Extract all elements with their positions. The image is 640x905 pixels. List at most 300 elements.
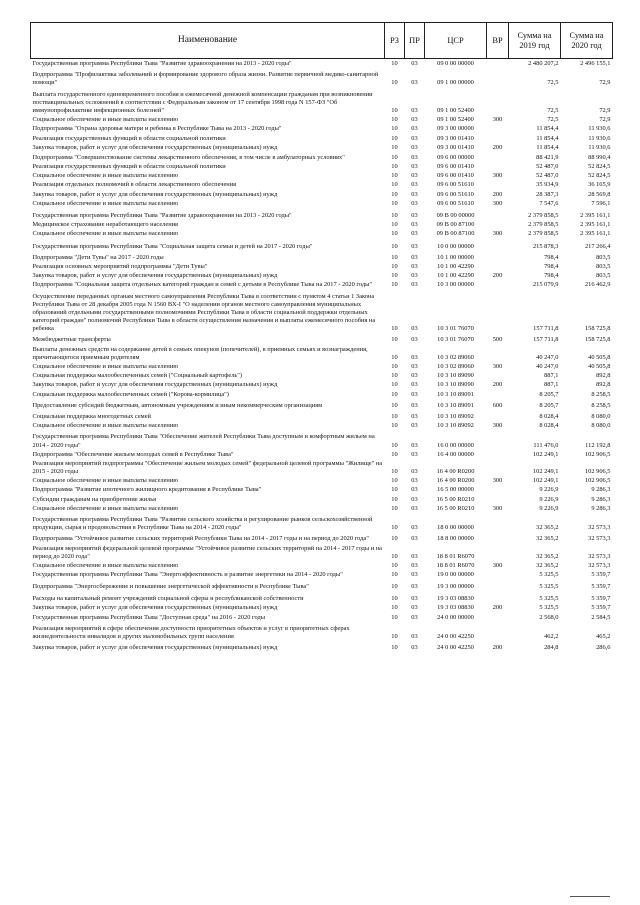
row-pr: 03 bbox=[411, 230, 418, 238]
row-vr: 300 bbox=[492, 116, 503, 124]
row-rz: 10 bbox=[391, 450, 398, 458]
row-csr: 18 8 00 00000 bbox=[437, 535, 474, 543]
row-sum-2019: 462,2 bbox=[544, 633, 559, 641]
row-sum-2019: 2 568,0 bbox=[539, 613, 559, 621]
row-csr: 09 3 00 01410 bbox=[437, 143, 474, 151]
row-pr: 03 bbox=[411, 381, 418, 389]
row-vr: 300 bbox=[492, 561, 503, 569]
row-csr: 24 0 00 42250 bbox=[437, 644, 474, 652]
row-sum-2020: 158 725,8 bbox=[584, 336, 611, 344]
row-sum-2019: 32 365,2 bbox=[536, 524, 559, 532]
row-pr: 03 bbox=[411, 181, 418, 189]
row-rz: 10 bbox=[391, 486, 398, 494]
table-row bbox=[31, 208, 613, 220]
row-sum-2019: 32 365,2 bbox=[536, 561, 559, 569]
row-rz: 10 bbox=[391, 477, 398, 485]
row-csr: 09 6 00 01410 bbox=[437, 163, 474, 171]
row-pr: 03 bbox=[411, 495, 418, 503]
row-vr bbox=[487, 532, 509, 543]
row-vr bbox=[487, 220, 509, 229]
row-sum-2020: 5 359,7 bbox=[591, 603, 611, 611]
row-sum-2019: 8 205,7 bbox=[539, 390, 559, 398]
row-name: Подпрограмма "Социальная защита отдельных категорий граждан и семей с детьми в Республике Тыва на 2017 - 2020 годы" bbox=[32, 281, 373, 289]
row-pr: 03 bbox=[411, 603, 418, 611]
row-sum-2019: 2 379 858,5 bbox=[528, 221, 559, 229]
header-name: Наименование bbox=[31, 23, 385, 59]
table-row bbox=[31, 162, 613, 171]
row-name: Социальное обеспечение и иные выплаты населению bbox=[32, 561, 179, 569]
row-sum-2020: 32 573,3 bbox=[588, 535, 611, 543]
row-name: Государственная программа Республики Тыва "Развитие сельского хозяйства и регулирование рынков сельскохозяйственной продукции, сырья и продовольствия в Республике Тыва на 2014 - 2020 годы" bbox=[32, 516, 373, 532]
row-pr: 03 bbox=[411, 143, 418, 151]
row-pr: 03 bbox=[411, 401, 418, 409]
row-sum-2020: 28 569,8 bbox=[588, 190, 611, 198]
row-rz: 10 bbox=[391, 401, 398, 409]
table-row bbox=[31, 570, 613, 579]
row-sum-2019: 8 028,4 bbox=[539, 412, 559, 420]
row-name: Выплата государственного единовременного пособия и ежемесячной денежной компенсации гражданам при возникновении поствакцинальных осложнений в соответствии с Федеральным законом от 17 сентября 1998 года N 157-ФЗ "Об иммунопрофилактике инфекционных болезней" bbox=[32, 90, 373, 114]
row-name: Выплаты денежных средств на содержание детей в семьях опекунов (попечителей), в приемных семьях и вознаграждения, причитающегося приемным родителям bbox=[32, 345, 368, 361]
row-rz: 10 bbox=[391, 242, 398, 250]
row-rz: 10 bbox=[391, 552, 398, 560]
row-pr: 03 bbox=[411, 535, 418, 543]
row-sum-2020: 8 258,5 bbox=[591, 390, 611, 398]
row-rz: 10 bbox=[391, 441, 398, 449]
row-rz: 10 bbox=[391, 633, 398, 641]
table-row bbox=[31, 504, 613, 513]
row-pr: 03 bbox=[411, 583, 418, 591]
row-sum-2020: 72,9 bbox=[599, 79, 611, 87]
row-vr bbox=[487, 59, 509, 69]
row-sum-2020: 803,5 bbox=[596, 253, 611, 261]
row-pr: 03 bbox=[411, 524, 418, 532]
row-csr: 10 3 10 89091 bbox=[437, 401, 474, 409]
table-row bbox=[31, 239, 613, 251]
row-csr: 10 3 10 89092 bbox=[437, 412, 474, 420]
row-csr: 09 0 00 00000 bbox=[437, 60, 474, 67]
table-row bbox=[31, 59, 613, 69]
row-sum-2019: 40 247,0 bbox=[536, 363, 559, 370]
row-sum-2019: 111 476,0 bbox=[533, 441, 559, 449]
row-sum-2019: 40 247,0 bbox=[536, 353, 559, 361]
row-sum-2020: 5 359,7 bbox=[591, 571, 611, 579]
row-pr: 03 bbox=[411, 134, 418, 142]
row-pr: 03 bbox=[411, 153, 418, 161]
table-row bbox=[31, 271, 613, 280]
table-row bbox=[31, 190, 613, 199]
table-row bbox=[31, 561, 613, 570]
row-csr: 18 0 00 00000 bbox=[437, 524, 474, 532]
row-rz: 10 bbox=[391, 281, 398, 289]
row-rz: 10 bbox=[391, 495, 398, 503]
row-sum-2019: 102 249,1 bbox=[532, 468, 559, 476]
row-name: Подпрограмма "Дети Тувы" на 2017 - 2020 годы bbox=[32, 253, 164, 261]
row-name: Реализация государственных функций в области социальной политики bbox=[32, 163, 226, 171]
table-row bbox=[31, 532, 613, 543]
row-name: Социальное обеспечение и иные выплаты населению bbox=[32, 116, 179, 124]
row-sum-2020: 2 584,5 bbox=[591, 613, 611, 621]
row-sum-2019: 9 226,9 bbox=[539, 495, 559, 503]
row-name: Реализация государственных функций в области социальной политики bbox=[32, 134, 226, 142]
row-sum-2020: 803,5 bbox=[596, 262, 611, 270]
row-rz: 10 bbox=[391, 253, 398, 261]
row-csr: 09 6 00 51610 bbox=[437, 190, 474, 198]
row-rz: 10 bbox=[391, 381, 398, 389]
row-rz: 10 bbox=[391, 613, 398, 621]
row-rz: 10 bbox=[391, 230, 398, 238]
row-vr: 200 bbox=[492, 143, 503, 151]
row-csr: 09 В 00 87100 bbox=[436, 230, 475, 238]
row-sum-2019: 284,8 bbox=[544, 644, 559, 652]
row-sum-2019: 52 487,0 bbox=[536, 163, 559, 171]
row-pr: 03 bbox=[411, 613, 418, 621]
table-row bbox=[31, 362, 613, 371]
row-sum-2020: 9 286,3 bbox=[591, 486, 611, 494]
row-csr: 16 5 00 00000 bbox=[437, 486, 474, 494]
row-rz: 10 bbox=[391, 116, 398, 124]
row-rz: 10 bbox=[391, 325, 398, 333]
row-name: Социальная поддержка малообеспеченных семей ("Корова-кормилица") bbox=[32, 390, 229, 398]
row-csr: 09 6 00 01410 bbox=[437, 172, 474, 180]
row-name: Реализация мероприятий в сфере обеспечения доступности приоритетных объектов и услуг в приоритетных сферах жизнедеятельности инвалидов и других маломобильных групп населения bbox=[32, 625, 350, 641]
row-rz: 10 bbox=[391, 603, 398, 611]
row-sum-2020: 52 824,5 bbox=[588, 163, 611, 171]
table-row bbox=[31, 612, 613, 622]
row-rz: 10 bbox=[391, 412, 398, 420]
row-pr: 03 bbox=[411, 163, 418, 171]
row-csr: 09 В 00 87100 bbox=[436, 221, 475, 229]
row-sum-2020: 2 496 155,1 bbox=[580, 60, 611, 67]
row-sum-2020: 2 395 161,1 bbox=[580, 221, 611, 229]
row-pr: 03 bbox=[411, 633, 418, 641]
row-rz: 10 bbox=[391, 353, 398, 361]
row-sum-2020: 72,9 bbox=[599, 116, 611, 124]
row-name: Государственная программа Республики Тыва "Социальная защита семьи и детей на 2017 - 2020 годы" bbox=[32, 242, 313, 250]
header-pr: ПР bbox=[405, 23, 425, 59]
row-csr: 10 3 02 89060 bbox=[437, 363, 474, 370]
row-rz: 10 bbox=[391, 535, 398, 543]
row-vr bbox=[487, 570, 509, 579]
row-csr: 10 3 00 00000 bbox=[437, 281, 474, 289]
row-pr: 03 bbox=[411, 441, 418, 449]
row-sum-2020: 5 359,7 bbox=[591, 594, 611, 602]
row-vr bbox=[487, 622, 509, 641]
row-vr bbox=[487, 134, 509, 143]
row-vr: 200 bbox=[492, 381, 503, 389]
table-row bbox=[31, 476, 613, 485]
row-vr: 300 bbox=[492, 199, 503, 207]
row-vr bbox=[487, 485, 509, 494]
row-vr: 300 bbox=[492, 422, 503, 430]
row-rz: 10 bbox=[391, 153, 398, 161]
row-vr: 300 bbox=[492, 230, 503, 238]
row-sum-2020: 72,9 bbox=[599, 106, 611, 114]
budget-table-page bbox=[30, 22, 612, 653]
table-row bbox=[31, 290, 613, 334]
row-sum-2019: 798,4 bbox=[544, 272, 559, 280]
row-sum-2020: 32 573,3 bbox=[588, 561, 611, 569]
row-pr: 03 bbox=[411, 644, 418, 652]
row-sum-2020: 2 395 161,1 bbox=[580, 230, 611, 238]
row-sum-2019: 88 421,9 bbox=[536, 153, 559, 161]
row-csr: 19 0 00 00000 bbox=[437, 571, 474, 579]
row-name: Социальное обеспечение и иные выплаты населению bbox=[32, 230, 179, 238]
row-name: Подпрограмма "Охрана здоровья матери и ребенка в Республике Тыва на 2013 - 2020 годы" bbox=[32, 125, 282, 133]
table-row bbox=[31, 180, 613, 189]
row-sum-2020: 11 930,6 bbox=[588, 134, 611, 142]
row-rz: 10 bbox=[391, 583, 398, 591]
row-sum-2020: 5 359,7 bbox=[591, 583, 611, 591]
row-name: Подпрограмма "Устойчивое развитие сельских территорий Республики Тыва на 2014 - 2017 годы и на период до 2020 года" bbox=[32, 535, 369, 543]
row-rz: 10 bbox=[391, 172, 398, 180]
row-sum-2020: 11 930,6 bbox=[588, 143, 611, 151]
row-name: Межбюджетные трансферты bbox=[32, 336, 111, 344]
row-pr: 03 bbox=[411, 172, 418, 180]
row-rz: 10 bbox=[391, 468, 398, 476]
row-csr: 10 3 10 89092 bbox=[437, 422, 474, 430]
row-sum-2019: 72,5 bbox=[547, 116, 559, 124]
row-vr: 200 bbox=[492, 190, 503, 198]
row-vr bbox=[487, 592, 509, 603]
row-sum-2020: 892,8 bbox=[596, 372, 611, 380]
row-name: Предоставление субсидий бюджетным, автономным учреждениям и иным некоммерческим организациям bbox=[32, 401, 323, 409]
row-csr: 09 1 00 00000 bbox=[437, 79, 474, 87]
table-row bbox=[31, 280, 613, 289]
row-pr: 03 bbox=[411, 486, 418, 494]
row-vr bbox=[487, 513, 509, 532]
row-sum-2019: 11 854,4 bbox=[536, 134, 559, 142]
row-vr: 300 bbox=[492, 504, 503, 512]
row-vr bbox=[487, 162, 509, 171]
row-pr: 03 bbox=[411, 199, 418, 207]
row-sum-2019: 798,4 bbox=[544, 253, 559, 261]
row-vr: 500 bbox=[492, 336, 503, 344]
row-sum-2019: 28 387,3 bbox=[536, 190, 559, 198]
row-csr: 16 4 00 R0200 bbox=[436, 477, 475, 485]
table-row bbox=[31, 152, 613, 162]
budget-table bbox=[30, 22, 613, 653]
row-vr bbox=[487, 68, 509, 87]
row-vr: 300 bbox=[492, 477, 503, 485]
row-vr bbox=[487, 410, 509, 421]
table-row bbox=[31, 124, 613, 133]
row-sum-2019: 102 249,1 bbox=[532, 477, 559, 485]
row-name: Закупка товаров, работ и услуг для обеспечения государственных (муниципальных) нужд bbox=[32, 272, 278, 280]
row-csr: 16 0 00 00000 bbox=[437, 441, 474, 449]
row-name: Субсидии гражданам на приобретение жилья bbox=[32, 495, 157, 503]
row-sum-2020: 11 930,6 bbox=[588, 125, 611, 133]
row-sum-2019: 5 325,5 bbox=[539, 594, 559, 602]
row-pr: 03 bbox=[411, 468, 418, 476]
row-vr bbox=[487, 544, 509, 561]
row-vr bbox=[487, 345, 509, 362]
row-rz: 10 bbox=[391, 644, 398, 652]
table-row bbox=[31, 143, 613, 152]
row-name: Социальное обеспечение и иные выплаты населению bbox=[32, 504, 179, 512]
row-vr bbox=[487, 579, 509, 591]
row-name: Социальное обеспечение и иные выплаты населению bbox=[32, 477, 179, 485]
table-row bbox=[31, 592, 613, 603]
row-sum-2020: 36 165,9 bbox=[588, 181, 611, 189]
table-row bbox=[31, 229, 613, 238]
row-vr: 300 bbox=[492, 363, 503, 370]
row-sum-2020: 9 286,3 bbox=[591, 495, 611, 503]
row-rz: 10 bbox=[391, 181, 398, 189]
row-name: Закупка товаров, работ и услуг для обеспечения государственных (муниципальных) нужд bbox=[32, 603, 278, 611]
row-vr bbox=[487, 495, 509, 504]
table-row bbox=[31, 171, 613, 180]
row-sum-2019: 215 079,9 bbox=[532, 281, 559, 289]
row-sum-2020: 8 258,5 bbox=[591, 401, 611, 409]
row-pr: 03 bbox=[411, 190, 418, 198]
page-tail-line bbox=[570, 896, 610, 897]
row-vr bbox=[487, 459, 509, 476]
header-vr: ВР bbox=[487, 23, 509, 59]
row-name: Реализация мероприятий федеральной целевой программы "Устойчивое развитие сельских территорий на 2014 - 2017 годы и на период до 2020 года" bbox=[32, 544, 383, 560]
row-name: Закупка товаров, работ и услуг для обеспечения государственных (муниципальных) нужд bbox=[32, 190, 278, 198]
row-name: Закупка товаров, работ и услуг для обеспечения государственных (муниципальных) нужд bbox=[32, 381, 278, 389]
table-row bbox=[31, 380, 613, 389]
row-name: Социальное обеспечение и иные выплаты населению bbox=[32, 422, 179, 430]
row-sum-2019: 5 325,5 bbox=[539, 583, 559, 591]
row-name: Подпрограмма "Обеспечение жильем молодых семей в Республике Тыва" bbox=[32, 450, 234, 458]
row-pr: 03 bbox=[411, 281, 418, 289]
header-sum-2020: Сумма на 2020 год bbox=[561, 23, 613, 59]
row-vr bbox=[487, 152, 509, 162]
row-sum-2019: 7 547,6 bbox=[539, 199, 559, 207]
row-sum-2019: 5 325,5 bbox=[539, 571, 559, 579]
row-pr: 03 bbox=[411, 212, 418, 219]
row-pr: 03 bbox=[411, 552, 418, 560]
row-sum-2019: 887,1 bbox=[544, 372, 559, 380]
row-sum-2020: 217 266,4 bbox=[584, 242, 611, 250]
row-sum-2019: 32 365,2 bbox=[536, 535, 559, 543]
row-csr: 09 В 00 00000 bbox=[436, 212, 475, 219]
table-row bbox=[31, 513, 613, 532]
row-pr: 03 bbox=[411, 336, 418, 344]
row-sum-2019: 2 379 858,5 bbox=[528, 212, 559, 219]
row-rz: 10 bbox=[391, 390, 398, 398]
row-rz: 10 bbox=[391, 199, 398, 207]
row-rz: 10 bbox=[391, 134, 398, 142]
table-row bbox=[31, 88, 613, 116]
row-csr: 19 3 00 00000 bbox=[437, 583, 474, 591]
row-pr: 03 bbox=[411, 353, 418, 361]
header-sum-2019: Сумма на 2019 год bbox=[509, 23, 561, 59]
row-sum-2019: 2 480 207,2 bbox=[528, 60, 559, 67]
row-csr: 10 3 10 89090 bbox=[437, 372, 474, 380]
row-pr: 03 bbox=[411, 125, 418, 133]
table-row bbox=[31, 544, 613, 561]
row-sum-2020: 32 573,3 bbox=[588, 524, 611, 532]
row-csr: 10 1 00 00000 bbox=[437, 253, 474, 261]
header-csr: ЦСР bbox=[425, 23, 487, 59]
row-pr: 03 bbox=[411, 561, 418, 569]
row-name: Реализация мероприятий подпрограммы "Обеспечение жильем молодых семей" федеральной целевой программы "Жилище" на 2015 - 2020 годы bbox=[32, 459, 383, 476]
row-sum-2020: 158 725,8 bbox=[584, 325, 611, 333]
row-rz: 10 bbox=[391, 190, 398, 198]
row-sum-2019: 35 934,9 bbox=[536, 181, 559, 189]
row-sum-2020: 102 906,5 bbox=[584, 450, 611, 458]
row-sum-2019: 887,1 bbox=[544, 381, 559, 389]
row-rz: 10 bbox=[391, 363, 398, 370]
row-rz: 10 bbox=[391, 372, 398, 380]
row-sum-2019: 9 226,9 bbox=[539, 504, 559, 512]
table-row bbox=[31, 430, 613, 449]
row-pr: 03 bbox=[411, 116, 418, 124]
row-pr: 03 bbox=[411, 242, 418, 250]
row-rz: 10 bbox=[391, 106, 398, 114]
row-name: Социальное обеспечение и иные выплаты населению bbox=[32, 172, 179, 180]
header-rz: РЗ bbox=[385, 23, 405, 59]
row-name: Закупка товаров, работ и услуг для обеспечения государственных (муниципальных) нужд bbox=[32, 143, 278, 151]
row-name: Социальная поддержка малообеспеченных семей ("Социальный картофель") bbox=[32, 372, 243, 380]
row-sum-2020: 803,5 bbox=[596, 272, 611, 280]
row-csr: 16 5 00 R0210 bbox=[436, 504, 475, 512]
row-sum-2019: 215 878,3 bbox=[532, 242, 559, 250]
row-pr: 03 bbox=[411, 79, 418, 87]
row-rz: 10 bbox=[391, 262, 398, 270]
table-row bbox=[31, 622, 613, 641]
row-vr bbox=[487, 371, 509, 380]
row-csr: 09 3 00 01410 bbox=[437, 134, 474, 142]
table-body bbox=[31, 59, 613, 653]
row-name: Осуществление переданных органам местного самоуправления Республики Тыва в соответствии с пунктом 4 статьи 1 Закона Республики Тыва от 28 декабря 2005 года N 1560 ВХ-I "О наделении органов местного самоуправления муниципальных образований отдельными государственными полномочиями Республики Тыва в области социальной поддержки отдельных категорий граждан" полномочий Республики Тыва в области осуществления назначения и выплаты ежемесячного пособия на ребенка bbox=[32, 292, 376, 333]
table-row bbox=[31, 371, 613, 380]
row-sum-2020: 112 192,8 bbox=[585, 441, 611, 449]
row-sum-2019: 5 325,5 bbox=[539, 603, 559, 611]
row-sum-2019: 11 854,4 bbox=[536, 143, 559, 151]
row-pr: 03 bbox=[411, 571, 418, 579]
row-sum-2020: 40 505,8 bbox=[588, 353, 611, 361]
row-vr bbox=[487, 612, 509, 622]
row-name: Расходы на капитальный ремонт учреждений социальной сферы и республиканской собственности bbox=[32, 594, 304, 602]
row-sum-2020: 40 505,8 bbox=[588, 363, 611, 370]
table-row bbox=[31, 450, 613, 459]
row-name: Государственная программа Республики Тыва "Развитие здравоохранения на 2013 - 2020 годы" bbox=[32, 60, 292, 67]
row-rz: 10 bbox=[391, 594, 398, 602]
row-sum-2019: 102 249,1 bbox=[532, 450, 559, 458]
row-pr: 03 bbox=[411, 262, 418, 270]
row-sum-2020: 216 462,9 bbox=[584, 281, 611, 289]
row-vr: 600 bbox=[492, 401, 503, 409]
row-sum-2020: 8 080,0 bbox=[591, 412, 611, 420]
table-row bbox=[31, 333, 613, 344]
row-csr: 10 3 02 89060 bbox=[437, 353, 474, 361]
row-rz: 10 bbox=[391, 143, 398, 151]
row-name: Подпрограмма "Развитие ипотечного жилищного кредитования в Республике Тыва" bbox=[32, 486, 262, 494]
row-name: Закупка товаров, работ и услуг для обеспечения государственных (муниципальных) нужд bbox=[32, 644, 278, 652]
row-vr bbox=[487, 280, 509, 289]
table-row bbox=[31, 220, 613, 229]
row-csr: 09 3 00 00000 bbox=[437, 125, 474, 133]
row-csr: 19 3 03 08830 bbox=[437, 594, 474, 602]
row-vr bbox=[487, 208, 509, 220]
row-sum-2020: 2 395 161,1 bbox=[580, 212, 611, 219]
row-sum-2020: 8 080,0 bbox=[591, 422, 611, 430]
row-csr: 09 6 00 51610 bbox=[437, 181, 474, 189]
row-rz: 10 bbox=[391, 524, 398, 532]
row-csr: 24 0 00 00000 bbox=[437, 613, 474, 621]
table-row bbox=[31, 115, 613, 124]
row-sum-2020: 7 596,1 bbox=[591, 199, 611, 207]
row-pr: 03 bbox=[411, 477, 418, 485]
row-vr bbox=[487, 390, 509, 399]
row-vr bbox=[487, 450, 509, 459]
row-vr bbox=[487, 251, 509, 262]
row-name: Подпрограмма "Профилактика заболеваний и формирование здорового образа жизни. Развитие первичной медико-санитарной помощи" bbox=[32, 71, 379, 87]
row-sum-2019: 11 854,4 bbox=[536, 125, 559, 133]
